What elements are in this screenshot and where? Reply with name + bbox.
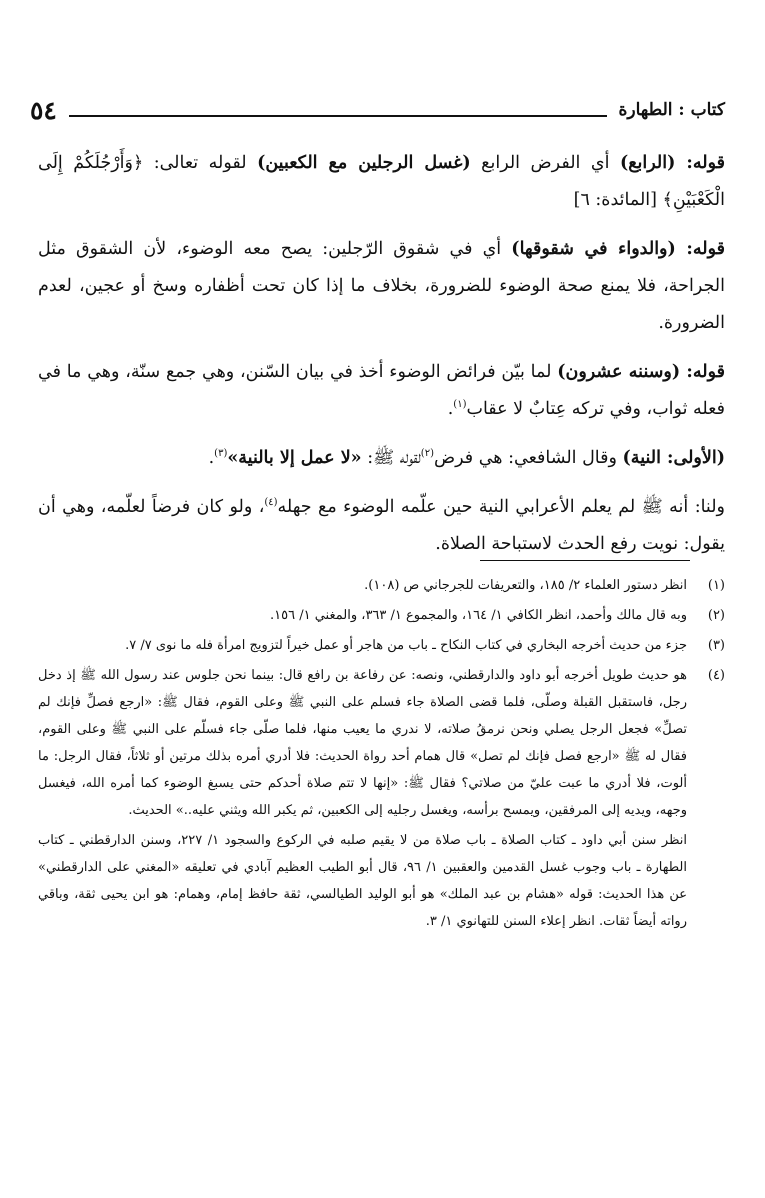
- footnote-ref: (١): [453, 399, 467, 411]
- footnote-number: [687, 827, 725, 935]
- paragraph-tail: .: [447, 399, 454, 419]
- page-header: [30, 95, 725, 125]
- footnote-ref: (٢): [420, 448, 434, 460]
- paragraph-tail: .: [208, 448, 215, 468]
- paragraph-text-2: لقوله تعالى: ﴿وَأَرْجُلَكُمْ إِلَى الْكَعْبَيْنِ﴾ [المائدة: ٦]: [38, 153, 725, 210]
- footnote-text: انظر سنن أبي داود ـ كتاب الصلاة ـ باب صلاة من لا يقيم صلبه في الركوع والسجود ١/ ٢٢٧، وسنن الدارقطني ـ كتاب الطهارة ـ باب وجوب غسل القدمين والعقبين ١/ ٩٦، قال أبو الطيب العظيم آبادي في تعليقه «المغني على الدارقطني» عن هذا الحديث: قوله «هشام بن عبد الملك» هو أبو الوليد الطيالسي، ثقة حافظ إمام، وهمام: هو ابن يحيى ثقة، وباقي رواته أيضاً ثقات. انظر إعلاء السنن للتهانوي ١/ ٣.: [38, 833, 688, 929]
- paragraph-intention: [38, 440, 725, 477]
- paragraph-lead: قوله: (والدواء في شقوقها): [511, 239, 726, 259]
- footnote: [38, 602, 725, 629]
- footnote-number: (٣): [707, 638, 725, 653]
- footnote-text: هو حديث طويل أخرجه أبو داود والدارقطني، ونصه: عن رفاعة بن رافع قال: بينما نحن جلوس عند رسول الله ﷺ إذ دخل رجل، فاستقبل القبلة وصلّى، فلما قضى الصلاة جاء فسلم على النبي ﷺ وعلى القوم، فقال ﷺ: «ارجع فصلِّ فإنك لم تصلِّ» فجعل الرجل يصلي ونحن نرمقُ صلاته، لا ندري ما يعيب منها، فلما صلّى جاء فسلّم على النبي ﷺ وعلى القوم، فقال له ﷺ «ارجع فصل فإنك لم تصل» قال همام أحد رواة الحديث: فلا أدري أمره بذلك مرتين أو ثلاثاً، فقال الرجل: ما ألوت، فلا أدري ما عبت عليّ من صلاتي؟ فقال ﷺ: «إنها لا تتم صلاة أحدكم حتى يسبغ الوضوء كما أمره الله، فيغسل وجهه، ويديه إلى المرفقين، ويمسح برأسه، ويغسل رجليه إلى الكعبين، ثم يكبر الله ويثني عليه..» الحديث.: [38, 668, 687, 818]
- paragraph-lead: (الأولى: النية): [622, 448, 725, 468]
- paragraph-medicine-cracks: [38, 231, 725, 342]
- footnote-continuation: [38, 827, 725, 935]
- footnote-number: (١): [707, 578, 725, 593]
- footnote-text: وبه قال مالك وأحمد، انظر الكافي ١/ ١٦٤، والمجموع ١/ ٣٦٣، والمغني ١/ ١٥٦.: [270, 608, 687, 623]
- paragraph-text: وقال الشافعي: هي فرض: [433, 448, 623, 468]
- paragraph-text: أي في شقوق الرّجلين: يصح معه الوضوء، لأن الشقوق مثل الجراحة، فلا يمنع صحة الوضوء للضرورة، بخلاف ما إذا كان تحت أظفاره وسخ أو عجين، لعدم الضرورة.: [38, 239, 725, 333]
- paragraph-our-argument: [38, 489, 725, 563]
- page-number: ٥٤: [30, 95, 57, 125]
- footnote: [38, 662, 725, 824]
- footnote-number: (٢): [707, 608, 725, 623]
- paragraph-text: أي الفرض الرابع: [470, 153, 620, 173]
- footnote-text: انظر دستور العلماء ٢/ ١٨٥، والتعريفات للجرجاني ص (١٠٨).: [364, 578, 687, 593]
- footnote-ref: (٣): [214, 448, 228, 460]
- paragraph-lead: قوله: (الرابع): [619, 153, 725, 173]
- header-rule: [69, 103, 607, 117]
- paragraph-text: ولنا: أنه ﷺ لم يعلم الأعرابي النية حين علّمه الوضوء مع جهله: [277, 497, 725, 517]
- paragraph-bold: (غسل الرجلين مع الكعبين): [257, 153, 471, 173]
- running-title: كتاب : الطهارة: [618, 100, 725, 120]
- paragraph-twenty-sunnahs: [38, 354, 725, 428]
- paragraph-text: لما بيّن فرائض الوضوء أخذ في بيان السّنن، وهي جمع سنّة، وهي ما في فعله ثواب، وفي تركه عِتابٌ لا عقاب: [38, 362, 725, 419]
- footnote-number: (٤): [707, 668, 725, 683]
- footnote-divider: [480, 560, 690, 561]
- paragraph-lead: قوله: (وسننه عشرون): [557, 362, 725, 382]
- footnote-ref: (٤): [264, 497, 278, 509]
- paragraph-fourth-obligation: [38, 145, 725, 219]
- footnote-text: جزء من حديث أخرجه البخاري في كتاب النكاح ـ باب من هاجر أو عمل خيراً لتزويج امرأة فله ما نوى ٧/ ٧.: [125, 638, 687, 653]
- paragraph-bold: «لا عمل إلا بالنية»: [227, 448, 362, 468]
- main-text: [38, 145, 725, 575]
- paragraph-text-2: ، ولو كان فرضاً لعلّمه، وهي أن يقول: نويت رفع الحدث لاستباحة الصلاة.: [38, 497, 725, 554]
- footnote: [38, 632, 725, 659]
- paragraph-text-2: لقوله ﷺ:: [361, 448, 421, 468]
- footnotes: [38, 572, 725, 938]
- footnote: [38, 572, 725, 599]
